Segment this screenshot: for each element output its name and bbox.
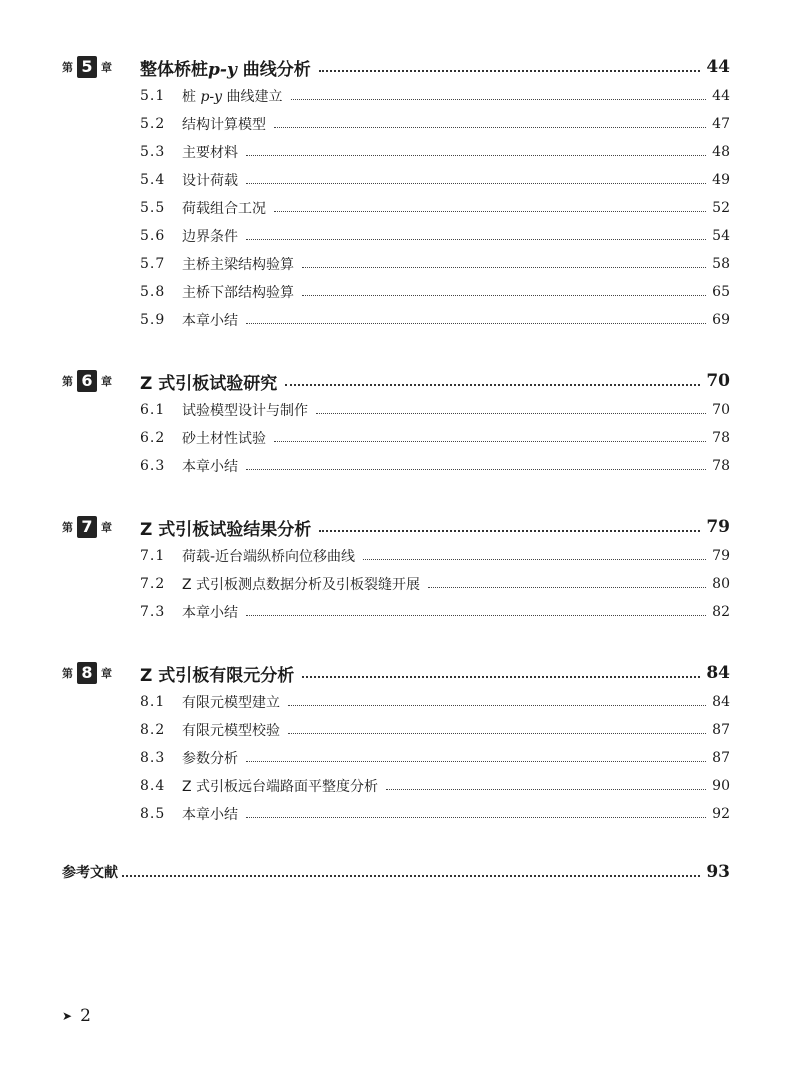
section-number: 7.2 [140, 576, 166, 592]
page-footer [62, 1006, 91, 1026]
section-number: 8.2 [140, 722, 166, 738]
toc-section-6-3[interactable] [140, 453, 730, 479]
section-title: Z 式引板远台端路面平整度分析 [182, 779, 379, 795]
chapter-title: Z 式引板试验结果分析 [140, 519, 312, 540]
toc-chapter-6[interactable] [62, 366, 730, 396]
leader-dots [319, 530, 700, 532]
chapter-page-number: 84 [706, 663, 730, 683]
section-title: 荷载组合工况 [182, 201, 266, 217]
chapter-prefix: 第 [62, 667, 73, 680]
chapter-title: Z 式引板有限元分析 [140, 665, 295, 686]
toc-section-7-3[interactable] [140, 599, 730, 625]
section-number: 8.1 [140, 694, 166, 710]
section-page-number: 90 [712, 778, 730, 794]
leader-dots [316, 413, 706, 414]
section-number: 5.6 [140, 228, 166, 244]
section-number: 6.2 [140, 430, 166, 446]
leader-dots [246, 323, 706, 324]
section-title: 设计荷载 [182, 173, 238, 189]
references-page-number: 93 [706, 862, 730, 882]
section-number: 5.9 [140, 312, 166, 328]
section-page-number: 92 [712, 806, 730, 822]
chapter-prefix: 第 [62, 521, 73, 534]
arrow-icon: ➤ [62, 1009, 73, 1023]
leader-dots [246, 817, 706, 818]
leader-dots [363, 559, 706, 560]
chapter-prefix: 第 [62, 61, 73, 74]
section-page-number: 44 [712, 88, 730, 104]
section-page-number: 70 [712, 402, 730, 418]
leader-dots [274, 127, 706, 128]
section-title: 桩 p-y 曲线建立 [182, 89, 283, 105]
leader-dots [246, 469, 706, 470]
references-title: 参考文献 [62, 865, 118, 881]
section-page-number: 87 [712, 750, 730, 766]
toc-section-6-2[interactable] [140, 425, 730, 451]
section-page-number: 79 [712, 548, 730, 564]
section-title: 有限元模型校验 [182, 723, 280, 739]
section-number: 5.8 [140, 284, 166, 300]
leader-dots [288, 733, 706, 734]
leader-dots [319, 70, 701, 72]
leader-dots [246, 615, 706, 616]
leader-dots [274, 211, 706, 212]
section-number: 6.1 [140, 402, 166, 418]
leader-dots [302, 267, 706, 268]
section-title: 结构计算模型 [182, 117, 266, 133]
section-title: 参数分析 [182, 751, 238, 767]
toc-section-8-1[interactable] [140, 689, 730, 715]
section-page-number: 87 [712, 722, 730, 738]
section-title: Z 式引板测点数据分析及引板裂缝开展 [182, 577, 421, 593]
section-number: 7.1 [140, 548, 166, 564]
toc-section-5-2[interactable] [140, 111, 730, 137]
section-number: 5.2 [140, 116, 166, 132]
chapter-title: 整体桥桩p-y 曲线分析 [140, 59, 311, 80]
toc-section-5-3[interactable] [140, 139, 730, 165]
toc-section-8-5[interactable] [140, 801, 730, 827]
section-title: 试验模型设计与制作 [182, 403, 308, 419]
toc-references[interactable] [62, 857, 730, 887]
toc-section-5-9[interactable] [140, 307, 730, 333]
toc-chapter-5[interactable] [62, 52, 730, 82]
chapter-page-number: 79 [706, 517, 730, 537]
toc-section-5-7[interactable] [140, 251, 730, 277]
leader-dots [246, 761, 706, 762]
toc-section-8-2[interactable] [140, 717, 730, 743]
toc-section-5-6[interactable] [140, 223, 730, 249]
chapter-number-badge: 7 [77, 516, 97, 538]
chapter-page-number: 44 [706, 57, 730, 77]
section-page-number: 78 [712, 458, 730, 474]
section-number: 8.4 [140, 778, 166, 794]
section-number: 8.5 [140, 806, 166, 822]
toc-section-6-1[interactable] [140, 397, 730, 423]
section-title: 本章小结 [182, 605, 238, 621]
toc-section-5-4[interactable] [140, 167, 730, 193]
toc-section-5-5[interactable] [140, 195, 730, 221]
section-number: 5.1 [140, 88, 166, 104]
leader-dots [274, 441, 706, 442]
section-title: 边界条件 [182, 229, 238, 245]
leader-dots [302, 295, 706, 296]
section-title: 砂土材性试验 [182, 431, 266, 447]
toc-section-8-4[interactable] [140, 773, 730, 799]
leader-dots [122, 875, 700, 877]
leader-dots [291, 99, 707, 100]
section-page-number: 80 [712, 576, 730, 592]
chapter-marker [62, 370, 140, 392]
chapter-suffix: 章 [101, 667, 112, 680]
chapter-marker [62, 56, 140, 78]
leader-dots [386, 789, 706, 790]
chapter-prefix: 第 [62, 375, 73, 388]
section-number: 6.3 [140, 458, 166, 474]
section-title: 主桥下部结构验算 [182, 285, 294, 301]
leader-dots [428, 587, 706, 588]
section-title: 本章小结 [182, 459, 238, 475]
leader-dots [246, 155, 706, 156]
toc-section-7-2[interactable] [140, 571, 730, 597]
section-number: 5.5 [140, 200, 166, 216]
section-title: 本章小结 [182, 807, 238, 823]
section-page-number: 47 [712, 116, 730, 132]
chapter-title: Z 式引板试验研究 [140, 373, 278, 394]
section-page-number: 52 [712, 200, 730, 216]
toc-section-5-1[interactable] [140, 83, 730, 109]
section-page-number: 82 [712, 604, 730, 620]
toc-chapter-7[interactable] [62, 512, 730, 542]
page-number: 2 [80, 1006, 91, 1026]
chapter-page-number: 70 [706, 371, 730, 391]
section-page-number: 65 [712, 284, 730, 300]
section-title: 荷载-近台端纵桥向位移曲线 [182, 549, 356, 565]
leader-dots [246, 239, 706, 240]
section-number: 7.3 [140, 604, 166, 620]
toc-section-5-8[interactable] [140, 279, 730, 305]
leader-dots [288, 705, 706, 706]
section-title: 有限元模型建立 [182, 695, 280, 711]
leader-dots [302, 676, 700, 678]
toc-section-8-3[interactable] [140, 745, 730, 771]
leader-dots [246, 183, 706, 184]
section-page-number: 84 [712, 694, 730, 710]
chapter-marker [62, 516, 140, 538]
chapter-marker [62, 662, 140, 684]
toc-section-7-1[interactable] [140, 543, 730, 569]
chapter-number-badge: 5 [77, 56, 97, 78]
chapter-number-badge: 6 [77, 370, 97, 392]
section-title: 本章小结 [182, 313, 238, 329]
section-title: 主要材料 [182, 145, 238, 161]
section-page-number: 49 [712, 172, 730, 188]
section-page-number: 69 [712, 312, 730, 328]
section-number: 8.3 [140, 750, 166, 766]
section-page-number: 48 [712, 144, 730, 160]
chapter-number-badge: 8 [77, 662, 97, 684]
leader-dots [285, 384, 700, 386]
section-number: 5.7 [140, 256, 166, 272]
section-number: 5.3 [140, 144, 166, 160]
section-page-number: 58 [712, 256, 730, 272]
section-title: 主桥主梁结构验算 [182, 257, 294, 273]
toc-chapter-8[interactable] [62, 658, 730, 688]
chapter-suffix: 章 [101, 375, 112, 388]
section-number: 5.4 [140, 172, 166, 188]
section-page-number: 54 [712, 228, 730, 244]
chapter-suffix: 章 [101, 521, 112, 534]
section-page-number: 78 [712, 430, 730, 446]
chapter-suffix: 章 [101, 61, 112, 74]
